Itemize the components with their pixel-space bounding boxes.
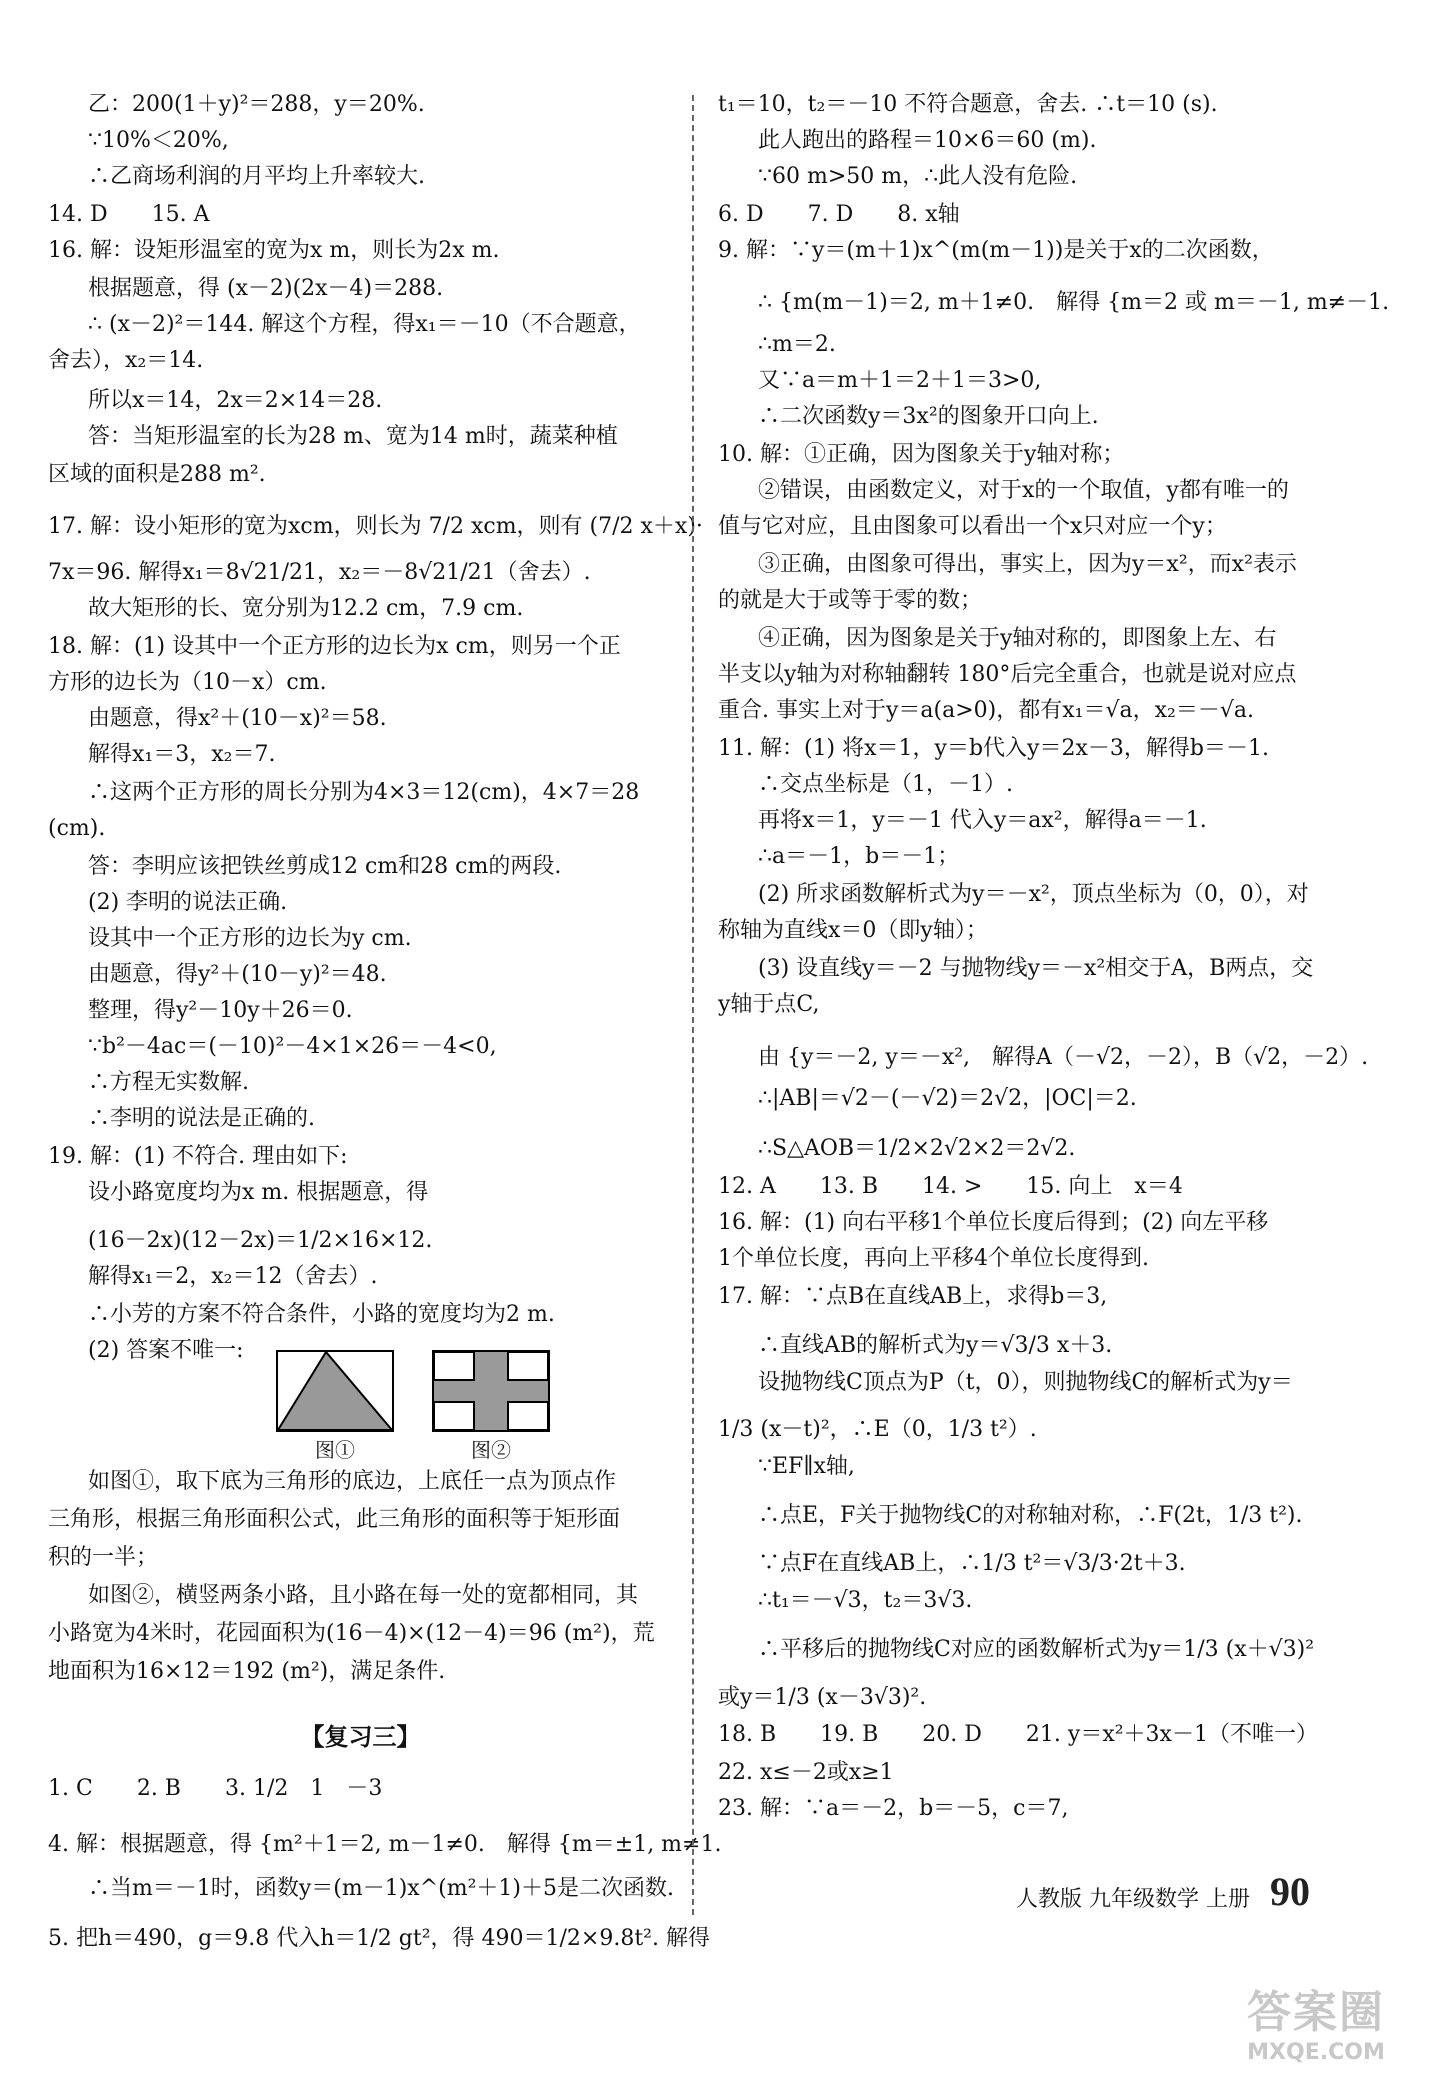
- triangle-in-rectangle-figure: [276, 1350, 394, 1432]
- figure-1: [276, 1350, 394, 1463]
- text-line: ∴当m＝－1时，函数y＝(m－1)x^(m²＋1)＋5是二次函数.: [88, 1876, 674, 1901]
- text-line: ∴平移后的抛物线C对应的函数解析式为y＝1/3 (x＋√3)²: [758, 1636, 1315, 1662]
- text-line: ∴t₁＝－√3，t₂＝3√3.: [758, 1588, 973, 1613]
- footer-edition: 人教版 九年级数学 上册: [1016, 1887, 1250, 1912]
- figure-2-caption: 图②: [471, 1438, 511, 1462]
- figure-2: [432, 1350, 550, 1463]
- text-line: ∴小芳的方案不符合条件，小路的宽度均为2 m.: [88, 1302, 555, 1327]
- text-line: ∵点F在直线AB上，∴1/3 t²＝√3/3·2t＋3.: [758, 1550, 1186, 1576]
- text-line: ∴李明的说法是正确的.: [88, 1106, 315, 1131]
- text-line: 此人跑出的路程＝10×6＝60 (m).: [758, 128, 1097, 153]
- text-line: (16－2x)(12－2x)＝1/2×16×12.: [88, 1227, 433, 1253]
- text-line: 1个单位长度，再向上平移4个单位长度得到.: [718, 1246, 1149, 1271]
- page-number: 90: [1270, 1869, 1310, 1914]
- text-line: 又∵a＝m＋1＝2＋1＝3>0,: [758, 368, 1042, 393]
- figure-row: [276, 1350, 673, 1463]
- text-line: 10. 解：①正确，因为图象关于y轴对称；: [718, 442, 1125, 467]
- text-line: 由题意，得x²＋(10－x)²＝58.: [88, 706, 387, 731]
- text-line: 答：李明应该把铁丝剪成12 cm和28 cm的两段.: [88, 854, 562, 879]
- text-line: 值与它对应，且由图象可以看出一个x只对应一个y；: [718, 514, 1227, 539]
- text-line: 11. 解：(1) 将x＝1，y＝b代入y＝2x－3，解得b＝－1.: [718, 736, 1269, 761]
- text-line: 所以x＝14，2x＝2×14＝28.: [88, 388, 383, 413]
- text-line: (2) 李明的说法正确.: [88, 890, 288, 915]
- figure-1-caption: 图①: [315, 1438, 355, 1462]
- text-line: (2) 答案不唯一:: [88, 1338, 244, 1363]
- text-line: 17. 解：设小矩形的宽为xcm，则长为 7/2 xcm，则有 (7/2 x＋x)·: [48, 513, 703, 539]
- text-line: ∴a＝－1，b＝－1；: [758, 844, 960, 869]
- text-line: 积的一半；: [48, 1545, 159, 1570]
- text-line: 地面积为16×12＝192 (m²)，满足条件.: [48, 1659, 446, 1684]
- text-line: ∴二次函数y＝3x²的图象开口向上.: [758, 404, 1099, 429]
- text-line: ∴m＝2.: [758, 332, 836, 357]
- text-line: 由题意，得y²＋(10－y)²＝48.: [88, 962, 387, 987]
- text-line: ∴ {m(m－1)＝2, m＋1≠0. 解得 {m＝2 或 m＝－1, m≠－1.: [758, 289, 1390, 315]
- text-line: 12. A 13. B 14. > 15. 向上 x＝4: [718, 1174, 1183, 1199]
- text-line: ∵10%＜20%,: [88, 128, 229, 153]
- text-line: 小路宽为4米时，花园面积为(16－4)×(12－4)＝96 (m²)，荒: [48, 1621, 655, 1646]
- text-line: 9. 解：∵y＝(m＋1)x^(m(m－1))是关于x的二次函数，: [718, 238, 1274, 263]
- text-line: ∴方程无实数解.: [88, 1070, 249, 1095]
- right-column: [718, 92, 1390, 1832]
- text-line: 设小路宽度均为x m. 根据题意，得: [88, 1180, 429, 1205]
- text-line: 故大矩形的长、宽分别为12.2 cm，7.9 cm.: [88, 596, 524, 621]
- text-line: ∴乙商场利润的月平均上升率较大.: [88, 164, 425, 189]
- text-line: 7x＝96. 解得x₁＝8√21/21，x₂＝－8√21/21（舍去）.: [48, 559, 591, 585]
- text-line: 22. x≤－2或x≥1: [718, 1760, 894, 1785]
- text-line: 设抛物线C顶点为P（t，0），则抛物线C的解析式为y＝: [758, 1370, 1293, 1395]
- text-line: 如图②，横竖两条小路，且小路在每一处的宽都相同，其: [88, 1583, 639, 1608]
- text-line: ②错误，由函数定义，对于x的一个取值，y都有唯一的: [758, 478, 1289, 503]
- text-line: 解得x₁＝2，x₂＝12（舍去）.: [88, 1264, 378, 1289]
- text-line: 17. 解：∵点B在直线AB上，求得b＝3,: [718, 1284, 1108, 1309]
- text-line: ∴这两个正方形的周长分别为4×3＝12(cm)，4×7＝28: [88, 780, 640, 805]
- text-line: (3) 设直线y＝－2 与抛物线y＝－x²相交于A，B两点，交: [758, 956, 1314, 981]
- text-line: 如图①，取下底为三角形的底边，上底任一点为顶点作: [88, 1469, 617, 1494]
- column-divider: [692, 95, 694, 1915]
- text-line: t₁＝10，t₂＝－10 不符合题意，舍去. ∴t＝10 (s).: [718, 92, 1218, 117]
- left-column: [48, 92, 722, 1962]
- text-line: 三角形，根据三角形面积公式，此三角形的面积等于矩形面: [48, 1507, 621, 1532]
- text-line: 1. C 2. B 3. 1/2 1 －3: [48, 1775, 383, 1801]
- text-line: ③正确，由图象可得出，事实上，因为y＝x²，而x²表示: [758, 552, 1297, 577]
- text-line: 16. 解：(1) 向右平移1个单位长度后得到；(2) 向左平移: [718, 1210, 1269, 1235]
- text-line: 方形的边长为（10－x）cm.: [48, 670, 327, 695]
- text-line: ④正确，因为图象是关于y轴对称的，即图象上左、右: [758, 626, 1277, 651]
- text-line: 半支以y轴为对称轴翻转 180°后完全重合，也就是说对应点: [718, 662, 1297, 687]
- text-line: 根据题意，得 (x－2)(2x－4)＝288.: [88, 276, 444, 301]
- text-line: 18. B 19. B 20. D 21. y＝x²＋3x－1（不唯一）: [718, 1722, 1318, 1747]
- text-line: 设其中一个正方形的边长为y cm.: [88, 926, 412, 951]
- cross-path-figure: [432, 1350, 550, 1432]
- text-line: ∴直线AB的解析式为y＝√3/3 x＋3.: [758, 1332, 1113, 1358]
- watermark-line-1: 答案圈: [1247, 1986, 1385, 2038]
- text-line: 23. 解：∵a＝－2，b＝－5，c＝7,: [718, 1796, 1069, 1821]
- watermark-line-2: MXQE.COM: [1247, 2039, 1385, 2065]
- text-line: 解得x₁＝3，x₂＝7.: [88, 742, 276, 767]
- text-line: 乙：200(1＋y)²＝288，y＝20%.: [88, 92, 425, 117]
- text-line: ∵b²－4ac＝(－10)²－4×1×26＝－4<0,: [88, 1034, 497, 1059]
- text-line: (cm).: [48, 816, 106, 841]
- text-line: ∴|AB|＝√2－(－√2)＝2√2，|OC|＝2.: [758, 1086, 1137, 1111]
- text-line: ∴交点坐标是（1，－1）.: [758, 772, 1013, 797]
- text-line: 区域的面积是288 m².: [48, 462, 266, 487]
- text-line: 答：当矩形温室的长为28 m、宽为14 m时，蔬菜种植: [88, 424, 618, 449]
- watermark: [1216, 1976, 1416, 2064]
- text-line: ∴ (x－2)²＝144. 解这个方程，得x₁＝－10（不合题意，: [88, 312, 641, 337]
- text-line: 5. 把h＝490，g＝9.8 代入h＝1/2 gt²，得 490＝1/2×9.8t². 解得: [48, 1925, 710, 1951]
- text-line: 16. 解：设矩形温室的宽为x m，则长为2x m.: [48, 238, 500, 263]
- text-line: 14. D 15. A: [48, 202, 210, 227]
- text-line: 重合. 事实上对于y＝a(a>0)，都有x₁＝√a，x₂＝－√a.: [718, 698, 1254, 723]
- text-line: 或y＝1/3 (x－3√3)².: [718, 1684, 927, 1710]
- text-line: ∴点E，F关于抛物线C的对称轴对称，∴F(2t，1/3 t²).: [758, 1502, 1303, 1528]
- text-line: (2) 所求函数解析式为y＝－x²，顶点坐标为（0，0），对: [758, 882, 1309, 907]
- text-line: 再将x＝1，y＝－1 代入y＝ax²，解得a＝－1.: [758, 808, 1207, 833]
- text-line: 舍去），x₂＝14.: [48, 348, 204, 373]
- text-line: 称轴为直线x＝0（即y轴）；: [718, 918, 988, 943]
- text-line: ∵EF∥x轴,: [758, 1454, 855, 1479]
- text-line: 4. 解：根据题意，得 {m²＋1＝2, m－1≠0. 解得 {m＝±1, m≠1.: [48, 1831, 722, 1857]
- text-line: 由 {y＝－2, y＝－x², 解得A（－√2，－2），B（√2，－2）.: [758, 1044, 1369, 1070]
- text-line: ∴S△AOB＝1/2×2√2×2＝2√2.: [758, 1135, 1076, 1161]
- text-line: 18. 解：(1) 设其中一个正方形的边长为x cm，则另一个正: [48, 634, 621, 659]
- text-line: y轴于点C,: [718, 992, 820, 1017]
- text-line: 的就是大于或等于零的数；: [718, 588, 983, 613]
- text-line: 1/3 (x－t)²，∴E（0，1/3 t²）.: [718, 1416, 1037, 1442]
- section-heading: 【复习三】: [300, 1722, 421, 1751]
- text-line: ∵60 m>50 m，∴此人没有危险.: [758, 164, 1078, 189]
- text-line: 6. D 7. D 8. x轴: [718, 202, 960, 227]
- text-line: 整理，得y²－10y＋26＝0.: [88, 998, 353, 1023]
- text-line: 19. 解：(1) 不符合. 理由如下:: [48, 1144, 348, 1169]
